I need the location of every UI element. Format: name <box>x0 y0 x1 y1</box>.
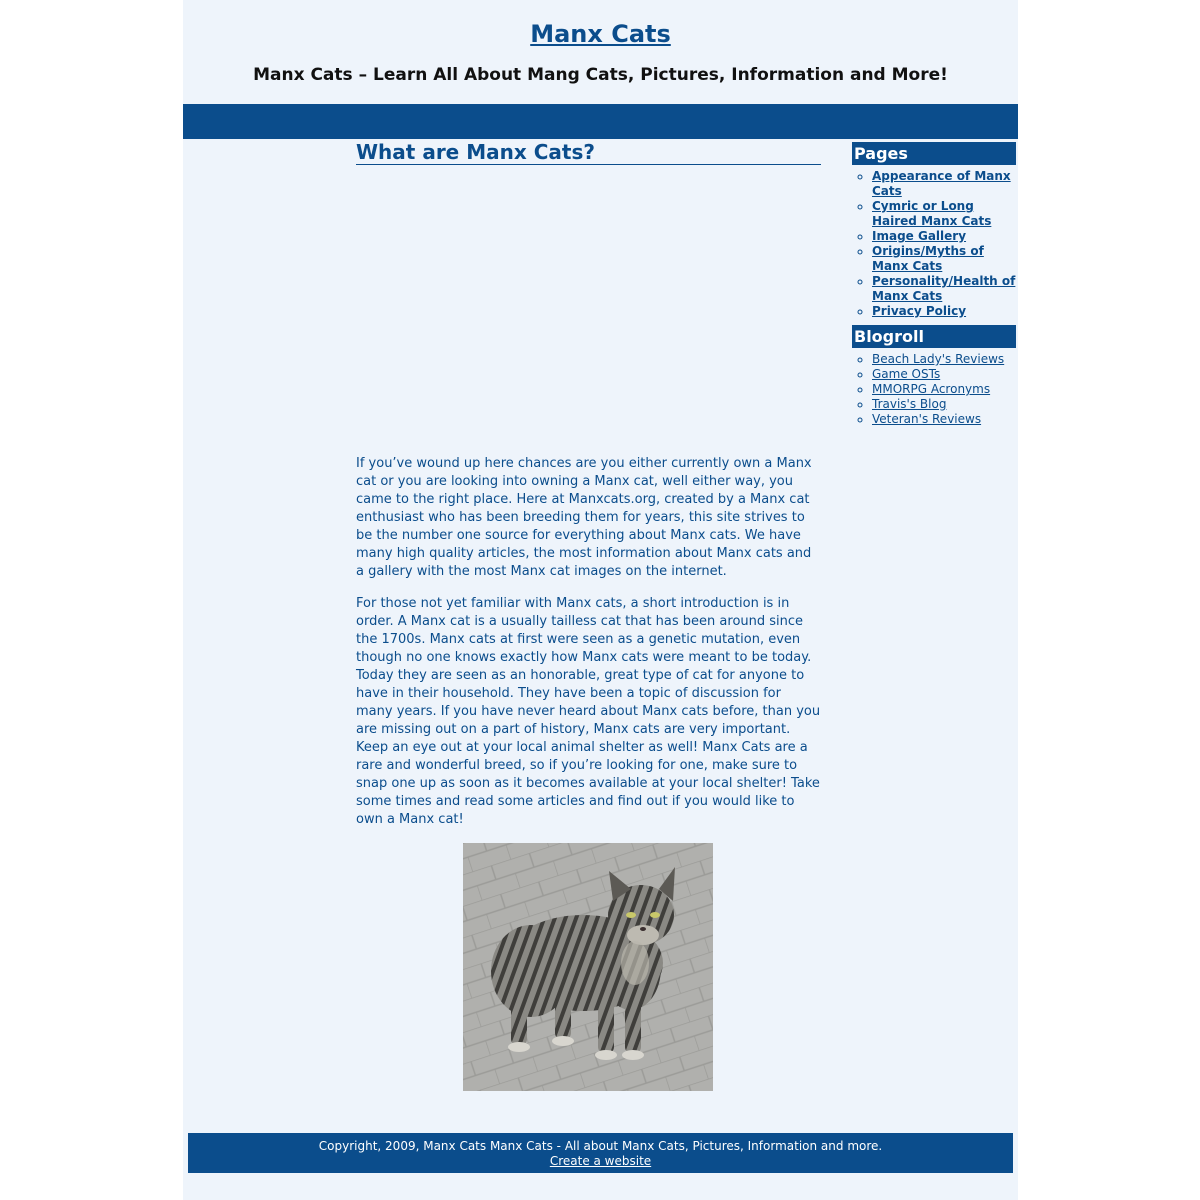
sidebar <box>852 142 1016 433</box>
site-tagline: Manx Cats – Learn All About Mang Cats, Pictures, Information and More! <box>253 65 948 85</box>
list-item <box>872 397 1016 412</box>
pages-heading: Pages <box>852 142 1016 165</box>
list-item <box>872 199 1016 229</box>
page-link-cymric[interactable]: Cymric or Long Haired Manx Cats <box>872 199 992 228</box>
blogroll-link-beach-lady[interactable]: Beach Lady's Reviews <box>872 352 1005 366</box>
post-paragraph: For those not yet familiar with Manx cats, a short introduction is in order. A Manx cat is a usually tailless cat that has been around since the 1700s. Manx cats at first were seen as a genetic mutation, even though no one knows exactly how Manx cats were meant to be today. Today they are seen as an honorable, great type of cat for anyone to have in their household. They have been a topic of discussion for many years. If you have never heard about Manx cats before, than you are missing out on a part of history, Manx cats are very important. Keep an eye out at your local animal shelter as well! Manx Cats are a rare and wonderful breed, so if you’re looking for one, make sure to snap one up as soon as it becomes available at your local shelter! Take some times and read some articles and find out if you would like to own a Manx cat! <box>356 596 821 827</box>
blogroll-link-travis[interactable]: Travis's Blog <box>872 397 947 411</box>
site-title-link[interactable]: Manx Cats <box>530 20 671 48</box>
main-content <box>356 140 821 1091</box>
list-item <box>872 169 1016 199</box>
navigation-bar <box>183 104 1018 139</box>
footer <box>188 1133 1013 1173</box>
copyright-text: Copyright, 2009, Manx Cats Manx Cats - All about Manx Cats, Pictures, Information and more. <box>318 1139 883 1153</box>
page-link-origins[interactable]: Origins/Myths of Manx Cats <box>872 244 984 273</box>
blogroll-list <box>852 352 1016 427</box>
list-item <box>872 412 1016 427</box>
list-item <box>872 352 1016 367</box>
page-link-appearance[interactable]: Appearance of Manx Cats <box>872 169 1011 198</box>
blogroll-link-game-osts[interactable]: Game OSTs <box>872 367 941 381</box>
list-item <box>872 367 1016 382</box>
page-link-personality[interactable]: Personality/Health of Manx Cats <box>872 274 1016 303</box>
list-item <box>872 274 1016 304</box>
list-item <box>872 244 1016 274</box>
ad-space <box>356 165 821 455</box>
post-paragraph: If you’ve wound up here chances are you either currently own a Manx cat or you are looking into owning a Manx cat, well either way, you came to the right place. Here at Manxcats.org, created by a Manx cat enthusiast who has been breeding them for years, this site strives to be the number one source for everything about Manx cats. We have many high quality articles, the most information about Manx cats and a gallery with the most Manx cat images on the internet. <box>356 456 812 579</box>
pages-list <box>852 169 1016 319</box>
create-website-link[interactable]: Create a website <box>549 1154 652 1168</box>
post-title: What are Manx Cats? <box>356 140 821 165</box>
manx-cat-photo <box>463 843 713 1091</box>
page-container <box>183 0 1018 1200</box>
list-item <box>872 304 1016 319</box>
list-item <box>872 382 1016 397</box>
list-item <box>872 229 1016 244</box>
blogroll-link-mmorpg[interactable]: MMORPG Acronyms <box>872 382 991 396</box>
blogroll-heading: Blogroll <box>852 325 1016 348</box>
page-link-privacy-policy[interactable]: Privacy Policy <box>872 304 967 318</box>
page-link-image-gallery[interactable]: Image Gallery <box>872 229 967 243</box>
blogroll-link-veteran[interactable]: Veteran's Reviews <box>872 412 982 426</box>
